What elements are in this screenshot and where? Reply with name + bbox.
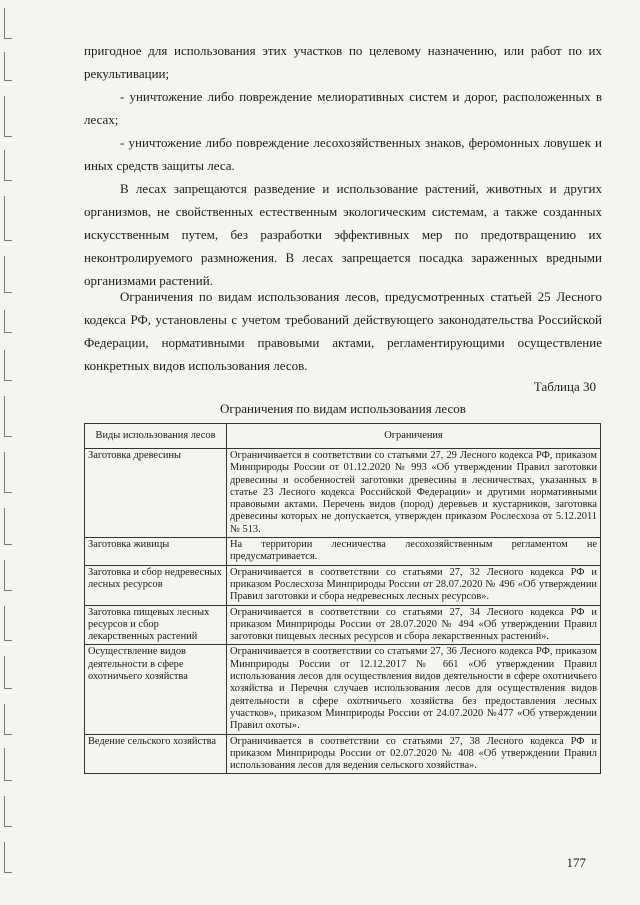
- table-number: Таблица 30: [533, 379, 596, 394]
- use-type-cell: Заготовка пищевых лесных ресурсов и сбор лекарственных растений: [85, 605, 227, 645]
- column-header-use-type: Виды использования лесов: [85, 424, 227, 449]
- table-caption: Ограничения по видам использования лесов: [220, 401, 466, 416]
- column-header-restrictions: Ограничения: [227, 424, 601, 449]
- use-type-cell: Ведение сельского хозяйства: [85, 734, 227, 774]
- paragraph-restrictions-intro: Ограничения по видам использования лесов, предусмотренных статьей 25 Лесного кодекса РФ, установлены с учетом требований действующего законодательства Российской Федерации, нормативными правовыми актами, регламентирующими осуществление конкретных видов использования лесов.: [84, 289, 602, 373]
- table-row: [85, 565, 601, 605]
- use-type-cell: Заготовка живицы: [85, 538, 227, 566]
- table-row: [85, 449, 601, 538]
- restriction-cell: На территории лесничества лесохозяйственным регламентом не предусматривается.: [227, 538, 601, 566]
- use-type-cell: Осуществление видов деятельности в сфере охотничьего хозяйства: [85, 645, 227, 734]
- use-type-cell: Заготовка и сбор недревесных лесных ресурсов: [85, 565, 227, 605]
- paragraph-prohibitions: В лесах запрещаются разведение и использование растений, животных и других организмов, не свойственных естественным экологическим системам, а также созданных искусственным путем, без разработки эффективных мер по предотвращению их неконтролируемого размножения. В лесах запрещается посадка зараженных вредными организмами растений.: [84, 181, 602, 288]
- table-row: [85, 538, 601, 566]
- restriction-cell: Ограничивается в соответствии со статьями 27, 29 Лесного кодекса РФ, приказом Минприроды России от 01.12.2020 № 993 «Об утверждении Правил заготовки древесины и особенностей заготовки древесины в лесничествах, указанных в статье 23 Лесного кодекса Российской Федерации» и другими нормативными правовыми актами. Перечень видов (пород) деревьев и кустарников, заготовка древесины которых не допускается, утвержден приказом Рослесхоза от 5.12.2011 № 513.: [227, 449, 601, 538]
- list-item-melioration: - уничтожение либо повреждение мелиоративных систем и дорог, расположенных в лесах;: [84, 89, 602, 127]
- restriction-cell: Ограничивается в соответствии со статьями 27, 32 Лесного кодекса РФ и приказом Рослесхоза Минприроды России от 28.07.2020 № 496 «Об утверждении Правил заготовки и сбора недревесных лесных ресурсов».: [227, 565, 601, 605]
- page-number: 177: [566, 855, 586, 870]
- table-header-row: [85, 424, 601, 449]
- use-type-cell: Заготовка древесины: [85, 449, 227, 538]
- list-item-forest-signs: - уничтожение либо повреждение лесохозяйственных знаков, феромонных ловушек и иных средств защиты леса.: [84, 135, 602, 173]
- table-row: [85, 645, 601, 734]
- restriction-cell: Ограничивается в соответствии со статьями 27, 36 Лесного кодекса РФ, приказом Минприроды России от 12.12.2017 № 661 «Об утверждении Правил использования лесов для осуществления видов деятельности в сфере охотничьего хозяйства и Перечня случаев использования лесов для осуществления видов деятельности в сфере охотничьего хозяйства без предоставления лесных участков», приказом Минприроды России от 24.07.2020 №477 «Об утверждении Правил охоты».: [227, 645, 601, 734]
- binding-edge-marks: [0, 0, 18, 905]
- table-row: [85, 734, 601, 774]
- restriction-cell: Ограничивается в соответствии со статьями 27, 38 Лесного кодекса РФ и приказом Минприроды России от 02.07.2020 № 408 «Об утверждении Правил использования лесов для ведения сельского хозяйства».: [227, 734, 601, 774]
- paragraph-continuation: пригодное для использования этих участков по целевому назначению, или работ по их рекультивации;: [84, 43, 602, 81]
- table-row: [85, 605, 601, 645]
- restriction-cell: Ограничивается в соответствии со статьями 27, 34 Лесного кодекса РФ и приказом Минприроды России от 28.07.2020 № 494 «Об утверждении Правил заготовки пищевых лесных ресурсов и сбора лекарственных растений».: [227, 605, 601, 645]
- restrictions-table: [84, 423, 601, 774]
